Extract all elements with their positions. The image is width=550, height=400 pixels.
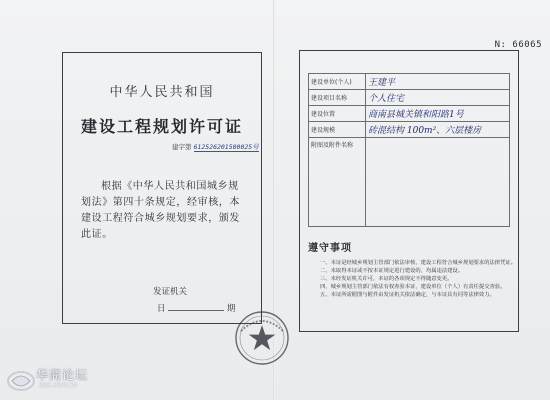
row-label: 建设单位(个人) (309, 74, 366, 90)
list-item: 二、未取得本证或不按本证规定进行建设的，均属违法建设。 (320, 268, 464, 274)
date-underline (168, 310, 224, 311)
permit-info-table (308, 73, 510, 227)
row-value: 王建平 (366, 74, 510, 90)
table-row (309, 90, 510, 106)
row-value (366, 138, 510, 227)
row-value: 个人住宅 (366, 90, 510, 106)
permit-number-label: 建字第 (172, 143, 192, 151)
row-label: 建设规模 (309, 122, 366, 138)
forum-watermark (6, 366, 116, 396)
permit-cover-frame (62, 52, 262, 324)
watermark-name: 华商论坛 (36, 368, 89, 382)
table-row (309, 122, 510, 138)
official-seal-icon (233, 309, 291, 367)
row-label: 建设位置 (309, 106, 366, 122)
issuer-label: 发证机关 (153, 287, 188, 297)
list-item: 三、未经发证机关许可，本证的各项规定不得随意变更。 (320, 276, 453, 282)
row-value: 砖混结构 100m²、六层楼房 (366, 122, 510, 138)
list-item: 一、本证是经城乡规划主管部门依法审核，建设工程符合城乡规划要求的法律凭证。 (320, 260, 516, 266)
permit-body-text: 根据《中华人民共和国城乡规划法》第四十条规定，经审核，本建设工程符合城乡规划要求，颁发此证。 (81, 181, 240, 240)
table-row (309, 138, 510, 227)
row-label: 建设项目名称 (309, 90, 366, 106)
permit-number-row (172, 142, 259, 151)
row-label: 附图及附件名称 (309, 138, 366, 227)
watermark-url: BBS.HSW.CN (39, 382, 77, 389)
table-row (309, 106, 510, 122)
row-value: 商南县城关镇和阳路1号 (366, 106, 510, 122)
country-name: 中华人民共和国 (109, 85, 215, 100)
date-label-left: 日 (157, 304, 166, 314)
permit-title: 建设工程规划许可证 (80, 117, 243, 136)
list-item: 五、本证所需附图与附件由发证机关依法确定，与本证具有同等法律效力。 (320, 292, 495, 298)
list-item: 四、城乡规划主管部门依法有权查验本证，建设单位（个人）有责任提交查验。 (320, 284, 506, 290)
forum-logo-icon (6, 368, 36, 394)
notice-title: 遵守事项 (308, 243, 352, 254)
permit-details-frame (299, 50, 519, 332)
serial-number: N: 66065 (494, 40, 542, 50)
date-label-right: 期 (226, 304, 236, 314)
table-row (309, 74, 510, 90)
notice-list (320, 259, 516, 299)
permit-number-value: 612526201500025号 (193, 143, 259, 151)
